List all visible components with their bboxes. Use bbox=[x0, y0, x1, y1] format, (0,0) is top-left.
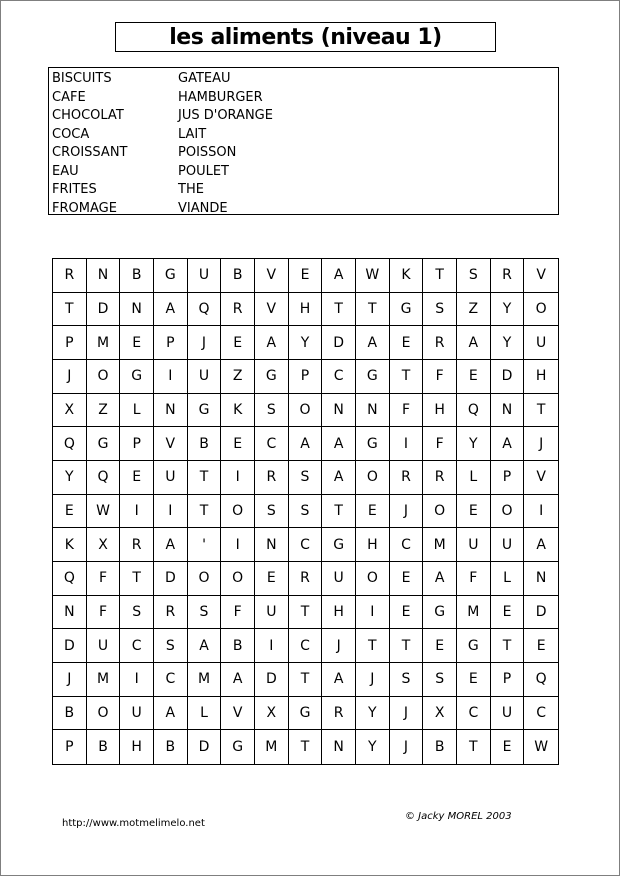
grid-cell[interactable]: B bbox=[53, 697, 87, 731]
grid-cell[interactable]: A bbox=[322, 427, 356, 461]
grid-cell[interactable]: E bbox=[423, 629, 457, 663]
grid-cell[interactable]: E bbox=[457, 663, 491, 697]
grid-cell[interactable]: J bbox=[322, 629, 356, 663]
grid-cell[interactable]: M bbox=[457, 596, 491, 630]
grid-cell[interactable]: U bbox=[255, 596, 289, 630]
grid-cell[interactable]: G bbox=[255, 360, 289, 394]
grid-cell[interactable]: Q bbox=[87, 461, 121, 495]
grid-cell[interactable]: T bbox=[457, 730, 491, 764]
grid-cell[interactable]: G bbox=[390, 293, 424, 327]
grid-cell[interactable]: N bbox=[87, 259, 121, 293]
grid-cell[interactable]: G bbox=[154, 259, 188, 293]
grid-cell[interactable]: U bbox=[322, 562, 356, 596]
grid-cell[interactable]: M bbox=[188, 663, 222, 697]
grid-cell[interactable]: A bbox=[423, 562, 457, 596]
footer-url: http://www.motmelimelo.net bbox=[62, 818, 205, 829]
grid-cell[interactable]: B bbox=[221, 629, 255, 663]
grid-cell[interactable]: R bbox=[255, 461, 289, 495]
grid-cell[interactable]: U bbox=[188, 259, 222, 293]
grid-cell[interactable]: M bbox=[255, 730, 289, 764]
grid-cell[interactable]: U bbox=[120, 697, 154, 731]
grid-cell[interactable]: T bbox=[322, 293, 356, 327]
grid-cell[interactable]: C bbox=[154, 663, 188, 697]
grid-cell[interactable]: J bbox=[356, 663, 390, 697]
grid-cell[interactable]: N bbox=[322, 730, 356, 764]
grid-cell[interactable]: P bbox=[289, 360, 323, 394]
grid-cell[interactable]: A bbox=[457, 326, 491, 360]
grid-cell[interactable]: O bbox=[221, 562, 255, 596]
grid-cell[interactable]: Z bbox=[457, 293, 491, 327]
grid-cell[interactable]: A bbox=[154, 697, 188, 731]
grid-cell[interactable]: G bbox=[457, 629, 491, 663]
grid-cell[interactable]: F bbox=[457, 562, 491, 596]
grid-cell[interactable]: R bbox=[423, 461, 457, 495]
grid-cell[interactable]: Q bbox=[53, 562, 87, 596]
grid-cell[interactable]: D bbox=[322, 326, 356, 360]
grid-cell[interactable]: X bbox=[53, 394, 87, 428]
grid-cell[interactable]: Y bbox=[53, 461, 87, 495]
grid-cell[interactable]: U bbox=[491, 528, 525, 562]
grid-cell[interactable]: H bbox=[524, 360, 558, 394]
grid-cell[interactable]: N bbox=[255, 528, 289, 562]
word-list-item: THE bbox=[178, 182, 204, 197]
grid-cell[interactable]: D bbox=[188, 730, 222, 764]
grid-cell[interactable]: B bbox=[154, 730, 188, 764]
grid-cell[interactable]: D bbox=[53, 629, 87, 663]
grid-cell[interactable]: H bbox=[289, 293, 323, 327]
grid-cell[interactable]: B bbox=[423, 730, 457, 764]
grid-cell[interactable]: G bbox=[188, 394, 222, 428]
grid-cell[interactable]: I bbox=[120, 663, 154, 697]
word-list-item: GATEAU bbox=[178, 71, 231, 86]
grid-cell[interactable]: O bbox=[524, 293, 558, 327]
grid-cell[interactable]: Q bbox=[457, 394, 491, 428]
grid-cell[interactable]: I bbox=[154, 495, 188, 529]
grid-cell[interactable]: T bbox=[356, 293, 390, 327]
grid-cell[interactable]: N bbox=[322, 394, 356, 428]
grid-cell[interactable]: A bbox=[322, 461, 356, 495]
grid-cell[interactable]: Y bbox=[457, 427, 491, 461]
grid-cell[interactable]: H bbox=[423, 394, 457, 428]
grid-cell[interactable]: P bbox=[120, 427, 154, 461]
grid-cell[interactable]: D bbox=[154, 562, 188, 596]
grid-cell[interactable]: K bbox=[390, 259, 424, 293]
grid-cell[interactable]: O bbox=[356, 562, 390, 596]
grid-cell[interactable]: S bbox=[423, 293, 457, 327]
grid-cell[interactable]: X bbox=[423, 697, 457, 731]
grid-cell[interactable]: P bbox=[491, 461, 525, 495]
grid-cell[interactable]: U bbox=[524, 326, 558, 360]
grid-cell[interactable]: Z bbox=[221, 360, 255, 394]
grid-cell[interactable]: X bbox=[255, 697, 289, 731]
grid-cell[interactable]: ' bbox=[188, 528, 222, 562]
grid-cell[interactable]: S bbox=[423, 663, 457, 697]
grid-cell[interactable]: A bbox=[188, 629, 222, 663]
word-list-item: LAIT bbox=[178, 126, 207, 142]
grid-cell[interactable]: N bbox=[524, 562, 558, 596]
word-list-column-1 bbox=[52, 70, 127, 218]
grid-cell[interactable]: L bbox=[491, 562, 525, 596]
grid-cell[interactable]: W bbox=[87, 495, 121, 529]
grid-cell[interactable]: I bbox=[154, 360, 188, 394]
grid-cell[interactable]: R bbox=[154, 596, 188, 630]
grid-cell[interactable]: V bbox=[221, 697, 255, 731]
grid-cell[interactable]: E bbox=[221, 326, 255, 360]
grid-cell[interactable]: D bbox=[87, 293, 121, 327]
grid-cell[interactable]: R bbox=[53, 259, 87, 293]
grid-cell[interactable]: C bbox=[289, 528, 323, 562]
grid-cell[interactable]: I bbox=[356, 596, 390, 630]
letter-grid bbox=[52, 258, 559, 765]
grid-cell[interactable]: Y bbox=[491, 293, 525, 327]
grid-cell[interactable]: T bbox=[188, 461, 222, 495]
grid-cell[interactable]: T bbox=[322, 495, 356, 529]
grid-cell[interactable]: S bbox=[390, 663, 424, 697]
grid-cell[interactable]: Q bbox=[524, 663, 558, 697]
grid-cell[interactable]: Y bbox=[491, 326, 525, 360]
grid-cell[interactable]: O bbox=[491, 495, 525, 529]
grid-cell[interactable]: N bbox=[120, 293, 154, 327]
grid-cell[interactable]: E bbox=[120, 326, 154, 360]
word-list-item: CROISSANT bbox=[52, 145, 128, 160]
word-list-column-2 bbox=[178, 70, 273, 218]
word-list-item: COCA bbox=[52, 126, 90, 142]
grid-cell[interactable]: T bbox=[53, 293, 87, 327]
grid-cell[interactable]: A bbox=[154, 528, 188, 562]
grid-cell[interactable]: Z bbox=[87, 394, 121, 428]
grid-cell[interactable]: A bbox=[221, 663, 255, 697]
grid-cell[interactable]: E bbox=[390, 562, 424, 596]
grid-cell[interactable]: F bbox=[221, 596, 255, 630]
grid-cell[interactable]: U bbox=[87, 629, 121, 663]
grid-cell[interactable]: G bbox=[87, 427, 121, 461]
grid-cell[interactable]: Y bbox=[356, 730, 390, 764]
grid-cell[interactable]: J bbox=[53, 360, 87, 394]
grid-cell[interactable]: P bbox=[491, 663, 525, 697]
grid-cell[interactable]: V bbox=[524, 461, 558, 495]
grid-cell[interactable]: F bbox=[87, 562, 121, 596]
grid-cell[interactable]: T bbox=[423, 259, 457, 293]
word-list-item: POULET bbox=[178, 163, 229, 179]
grid-cell[interactable]: E bbox=[457, 360, 491, 394]
grid-cell[interactable]: N bbox=[491, 394, 525, 428]
grid-cell[interactable]: T bbox=[390, 360, 424, 394]
grid-cell[interactable]: R bbox=[289, 562, 323, 596]
grid-cell[interactable]: M bbox=[423, 528, 457, 562]
grid-cell[interactable]: Y bbox=[289, 326, 323, 360]
grid-cell[interactable]: C bbox=[457, 697, 491, 731]
grid-cell[interactable]: U bbox=[154, 461, 188, 495]
grid-cell[interactable]: L bbox=[120, 394, 154, 428]
grid-cell[interactable]: H bbox=[322, 596, 356, 630]
grid-cell[interactable]: O bbox=[87, 697, 121, 731]
grid-cell[interactable]: U bbox=[491, 697, 525, 731]
grid-cell[interactable]: S bbox=[154, 629, 188, 663]
grid-cell[interactable]: A bbox=[154, 293, 188, 327]
grid-cell[interactable]: R bbox=[423, 326, 457, 360]
word-list-item: CAFE bbox=[52, 89, 86, 105]
grid-cell[interactable]: A bbox=[289, 427, 323, 461]
grid-cell[interactable]: J bbox=[390, 697, 424, 731]
grid-cell[interactable]: B bbox=[87, 730, 121, 764]
grid-cell[interactable]: D bbox=[255, 663, 289, 697]
grid-cell[interactable]: T bbox=[120, 562, 154, 596]
grid-cell[interactable]: H bbox=[356, 528, 390, 562]
grid-cell[interactable]: I bbox=[221, 461, 255, 495]
grid-cell[interactable]: J bbox=[390, 730, 424, 764]
grid-cell[interactable]: T bbox=[289, 596, 323, 630]
grid-cell[interactable]: A bbox=[356, 326, 390, 360]
grid-cell[interactable]: S bbox=[188, 596, 222, 630]
grid-cell[interactable]: C bbox=[120, 629, 154, 663]
grid-cell[interactable]: B bbox=[120, 259, 154, 293]
grid-cell[interactable]: N bbox=[356, 394, 390, 428]
grid-cell[interactable]: M bbox=[87, 326, 121, 360]
grid-cell[interactable]: Y bbox=[356, 697, 390, 731]
grid-cell[interactable]: E bbox=[356, 495, 390, 529]
grid-cell[interactable]: C bbox=[289, 629, 323, 663]
grid-cell[interactable]: V bbox=[255, 293, 289, 327]
grid-cell[interactable]: S bbox=[289, 495, 323, 529]
grid-cell[interactable]: I bbox=[390, 427, 424, 461]
word-list-item: FROMAGE bbox=[52, 200, 117, 216]
grid-cell[interactable]: K bbox=[53, 528, 87, 562]
grid-cell[interactable]: O bbox=[188, 562, 222, 596]
grid-cell[interactable]: B bbox=[188, 427, 222, 461]
grid-cell[interactable]: E bbox=[289, 259, 323, 293]
grid-cell[interactable]: I bbox=[120, 495, 154, 529]
grid-cell[interactable]: S bbox=[120, 596, 154, 630]
grid-cell[interactable]: F bbox=[423, 360, 457, 394]
word-list-item: EAU bbox=[52, 163, 79, 179]
grid-cell[interactable]: A bbox=[322, 663, 356, 697]
word-list-item: VIANDE bbox=[178, 200, 228, 216]
grid-cell[interactable]: B bbox=[221, 259, 255, 293]
grid-cell[interactable]: E bbox=[221, 427, 255, 461]
grid-cell[interactable]: Q bbox=[53, 427, 87, 461]
grid-cell[interactable]: R bbox=[120, 528, 154, 562]
grid-cell[interactable]: C bbox=[524, 697, 558, 731]
grid-cell[interactable]: A bbox=[524, 528, 558, 562]
word-list-item: JUS D'ORANGE bbox=[178, 108, 273, 123]
word-list-item: CHOCOLAT bbox=[52, 108, 124, 123]
grid-cell[interactable]: F bbox=[390, 394, 424, 428]
grid-cell[interactable]: P bbox=[53, 326, 87, 360]
grid-cell[interactable]: W bbox=[534, 739, 549, 756]
grid-cell[interactable]: H bbox=[120, 730, 154, 764]
grid-cell[interactable]: G bbox=[289, 697, 323, 731]
grid-cell[interactable]: F bbox=[423, 427, 457, 461]
grid-cell[interactable]: T bbox=[491, 629, 525, 663]
grid-cell[interactable]: S bbox=[289, 461, 323, 495]
grid-cell[interactable]: T bbox=[289, 663, 323, 697]
grid-cell[interactable]: T bbox=[289, 730, 323, 764]
grid-cell[interactable]: E bbox=[53, 495, 87, 529]
grid-cell[interactable]: O bbox=[289, 394, 323, 428]
word-list-item: HAMBURGER bbox=[178, 89, 263, 105]
grid-cell[interactable]: Q bbox=[188, 293, 222, 327]
grid-cell[interactable]: A bbox=[255, 326, 289, 360]
grid-cell[interactable]: T bbox=[390, 629, 424, 663]
grid-cell[interactable]: W bbox=[356, 259, 390, 293]
grid-cell[interactable]: P bbox=[154, 326, 188, 360]
grid-cell[interactable]: A bbox=[491, 427, 525, 461]
grid-cell[interactable]: O bbox=[356, 461, 390, 495]
grid-cell[interactable]: O bbox=[221, 495, 255, 529]
grid-cell[interactable]: F bbox=[87, 596, 121, 630]
grid-cell[interactable]: J bbox=[524, 427, 558, 461]
grid-cell[interactable]: J bbox=[390, 495, 424, 529]
grid-cell[interactable]: G bbox=[423, 596, 457, 630]
grid-cell[interactable]: T bbox=[356, 629, 390, 663]
grid-cell[interactable]: V bbox=[154, 427, 188, 461]
grid-cell[interactable]: I bbox=[524, 495, 558, 529]
grid-cell[interactable]: U bbox=[188, 360, 222, 394]
grid-cell[interactable]: S bbox=[457, 259, 491, 293]
grid-cell[interactable]: R bbox=[221, 293, 255, 327]
grid-cell[interactable]: K bbox=[221, 394, 255, 428]
grid-cell[interactable]: E bbox=[491, 730, 525, 764]
grid-cell[interactable]: L bbox=[188, 697, 222, 731]
word-list bbox=[48, 67, 559, 215]
grid-cell[interactable]: O bbox=[87, 360, 121, 394]
grid-cell[interactable]: E bbox=[255, 562, 289, 596]
grid-cell[interactable]: N bbox=[154, 394, 188, 428]
grid-cell[interactable]: G bbox=[322, 528, 356, 562]
grid-cell[interactable]: V bbox=[524, 259, 558, 293]
grid-cell[interactable]: I bbox=[255, 629, 289, 663]
grid-cell[interactable]: E bbox=[390, 596, 424, 630]
grid-cell[interactable]: N bbox=[53, 596, 87, 630]
grid-cell[interactable]: J bbox=[188, 326, 222, 360]
grid-cell[interactable]: E bbox=[524, 629, 558, 663]
grid-cell[interactable]: G bbox=[356, 427, 390, 461]
grid-cell[interactable]: I bbox=[221, 528, 255, 562]
grid-cell[interactable]: M bbox=[87, 663, 121, 697]
grid-cell[interactable]: S bbox=[255, 394, 289, 428]
grid-cell[interactable]: G bbox=[120, 360, 154, 394]
grid-cell[interactable]: T bbox=[188, 495, 222, 529]
grid-cell[interactable]: J bbox=[53, 663, 87, 697]
grid-cell[interactable]: T bbox=[524, 394, 558, 428]
grid-cell[interactable]: U bbox=[457, 528, 491, 562]
grid-cell[interactable]: R bbox=[491, 259, 525, 293]
page-title: les aliments (niveau 1) bbox=[115, 22, 496, 52]
grid-cell[interactable]: C bbox=[322, 360, 356, 394]
grid-cell[interactable]: R bbox=[322, 697, 356, 731]
grid-cell[interactable]: S bbox=[255, 495, 289, 529]
grid-cell[interactable]: L bbox=[457, 461, 491, 495]
grid-cell[interactable]: E bbox=[457, 495, 491, 529]
grid-cell[interactable]: P bbox=[53, 730, 87, 764]
grid-cell[interactable]: G bbox=[356, 360, 390, 394]
grid-cell[interactable]: D bbox=[491, 360, 525, 394]
grid-cell[interactable]: E bbox=[491, 596, 525, 630]
word-list-item: BISCUITS bbox=[52, 71, 112, 86]
grid-cell[interactable]: C bbox=[255, 427, 289, 461]
grid-cell[interactable]: C bbox=[390, 528, 424, 562]
grid-cell[interactable]: A bbox=[322, 259, 356, 293]
grid-cell[interactable]: R bbox=[390, 461, 424, 495]
grid-cell[interactable]: E bbox=[390, 326, 424, 360]
word-list-item: POISSON bbox=[178, 145, 237, 160]
grid-cell[interactable]: X bbox=[87, 528, 121, 562]
word-list-item: FRITES bbox=[52, 182, 97, 197]
grid-cell[interactable]: V bbox=[255, 259, 289, 293]
grid-cell[interactable]: G bbox=[221, 730, 255, 764]
grid-cell[interactable]: D bbox=[524, 596, 558, 630]
footer-copyright: © Jacky MOREL 2003 bbox=[405, 811, 512, 822]
grid-cell[interactable]: O bbox=[423, 495, 457, 529]
grid-cell[interactable]: E bbox=[120, 461, 154, 495]
